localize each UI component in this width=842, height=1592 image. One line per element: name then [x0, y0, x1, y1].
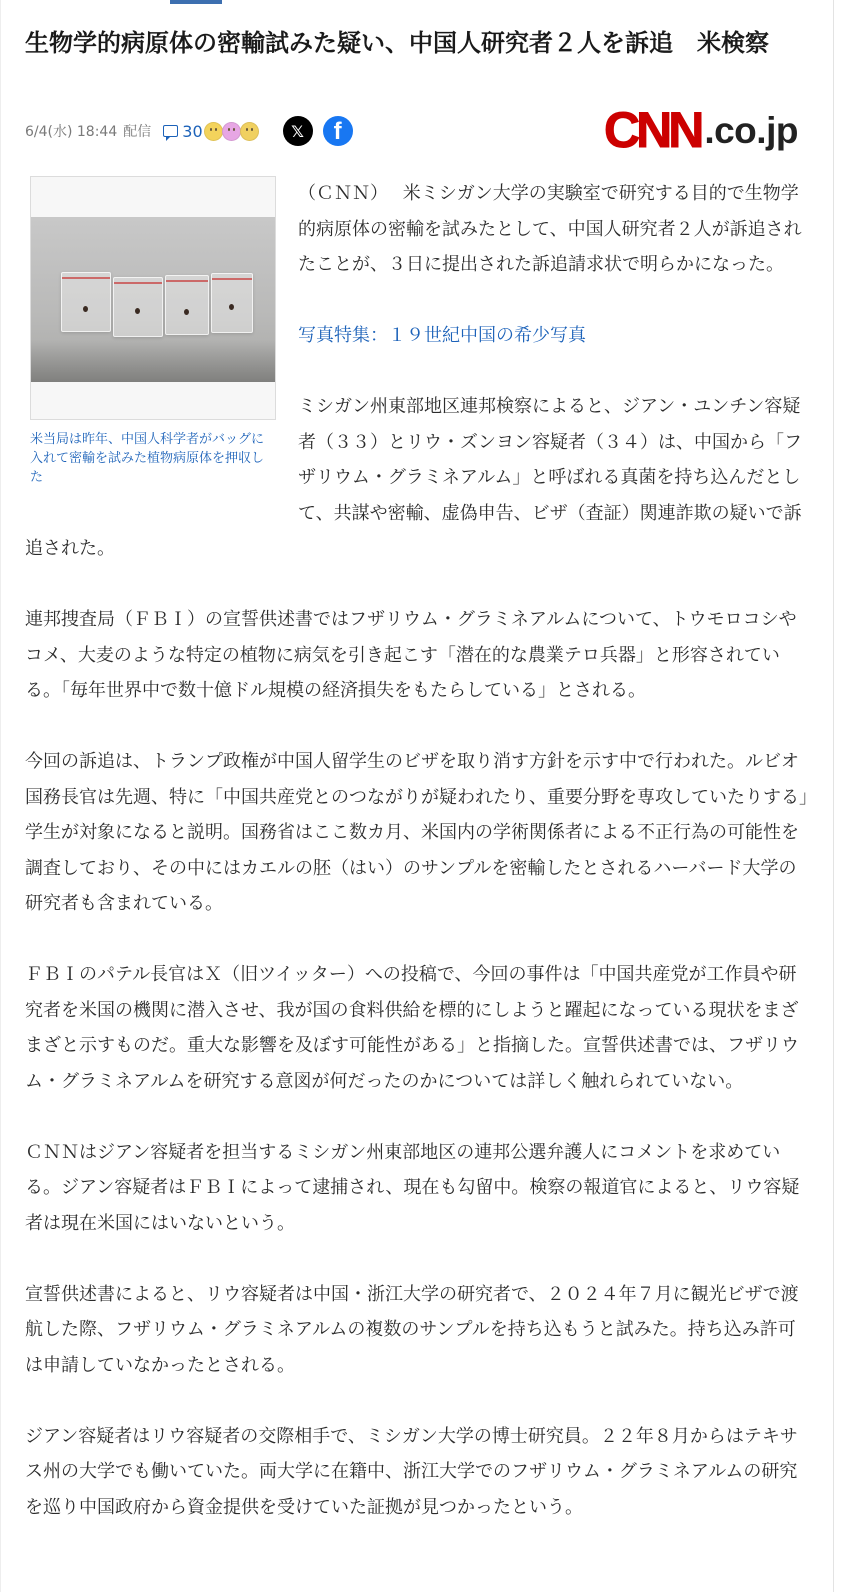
- article-meta: [25, 116, 353, 146]
- paragraph: ＣＮＮはジアン容疑者を担当するミシガン州東部地区の連邦公選弁護人にコメントを求めている。ジアン容疑者はＦＢＩによって逮捕され、現在も勾留中。検察の報道官によると、リウ容疑者は現在米国にはいないという。: [25, 1141, 800, 1234]
- logo-suffix: .co.jp: [704, 110, 798, 151]
- smile-face-icon: [222, 122, 241, 141]
- reaction-faces[interactable]: [205, 122, 259, 141]
- article-body: [25, 176, 813, 1525]
- facebook-share-icon[interactable]: f: [323, 116, 353, 146]
- comment-count: 30: [182, 121, 203, 141]
- paragraph: 連邦捜査局（ＦＢＩ）の宣誓供述書ではフザリウム・グラミネアルムについて、トウモロコシやコメ、大麦のような特定の植物に病気を引き起こす「潜在的な農業テロ兵器」と形容されている。「毎年世界中で数十億ドル規模の経済損失をもたらしている」とされる。: [25, 609, 797, 701]
- x-share-icon[interactable]: 𝕏: [283, 116, 313, 146]
- article-headline: 生物学的病原体の密輸試みた疑い、中国人研究者２人を訴追 米検察: [25, 29, 769, 57]
- paragraph: 宣誓供述書によると、リウ容疑者は中国・浙江大学の研究者で、２０２４年７月に観光ビザで渡航した際、フザリウム・グラミネアルムの複数のサンプルを持ち込もうと試みた。持ち込み許可は申請していなかったとされる。: [25, 1283, 799, 1376]
- paragraph: 今回の訴追は、トランプ政権が中国人留学生のビザを取り消す方針を示す中で行われた。ルビオ国務長官は先週、特に「中国共産党とのつながりが疑われたり、重要分野を専攻していたりする」学生が対象になると説明。国務省はここ数カ月、米国内の学術関係者による不正行為の可能性を調査しており、その中にはカエルの胚（はい）のサンプルを密輸したとされるハーバード大学の研究者も含まれている。: [25, 751, 808, 914]
- image-caption: 米当局は昨年、中国人科学者がバッグに入れて密輸を試みた植物病原体を押収した: [30, 432, 265, 485]
- comment-icon: [163, 125, 178, 137]
- comments-link[interactable]: [163, 122, 202, 141]
- paragraph: ＦＢＩのパテル長官はＸ（旧ツイッター）への投稿で、今回の事件は「中国共産党が工作員や研究者を米国の機関に潜入させ、我が国の食料供給を標的にしようと躍起になっている現状をまざまざと示すものだ。重大な影響を及ぼす可能性がある」と指摘した。宣誓供述書では、フザリウム・グラミネアルムを研究する意図が何だったのかについては詳しく触れられていない。: [25, 964, 799, 1092]
- active-tab-indicator: [170, 0, 222, 4]
- cnn-co-jp-logo[interactable]: [604, 103, 814, 158]
- photo-feature-link[interactable]: 写真特集：１９世紀中国の希少写真: [298, 325, 586, 346]
- paragraph: ジアン容疑者はリウ容疑者の交際相手で、ミシガン大学の博士研究員。２２年８月からはテキサス州の大学でも働いていた。両大学に在籍中、浙江大学でのフザリウム・グラミネアルムの研究を巡り中国政府から資金提供を受けていた証拠が見つかったという。: [25, 1425, 798, 1518]
- smile-face-icon: [204, 122, 223, 141]
- paragraph: ミシガン州東部地区連邦検察によると、ジアン・ユンチン容疑者（３３）とリウ・ズンヨン容疑者（３４）は、中国から「フザリウム・グラミネアルム」と呼ばれる真菌を持ち込んだとして、共謀や密輸、虚偽申告、ビザ（査証）関連詐欺の疑いで訴追された。: [25, 396, 802, 559]
- paragraph: （ＣＮＮ） 米ミシガン大学の実験室で研究する目的で生物学的病原体の密輸を試みたとして、中国人研究者２人が訴追されたことが、３日に提出された訴追請求状で明らかになった。: [298, 183, 802, 275]
- smile-face-icon: [240, 122, 259, 141]
- publish-date: 6/4(水) 18:44: [25, 124, 118, 140]
- delivery-label: 配信: [123, 124, 152, 140]
- logo-main: CNN: [604, 102, 701, 158]
